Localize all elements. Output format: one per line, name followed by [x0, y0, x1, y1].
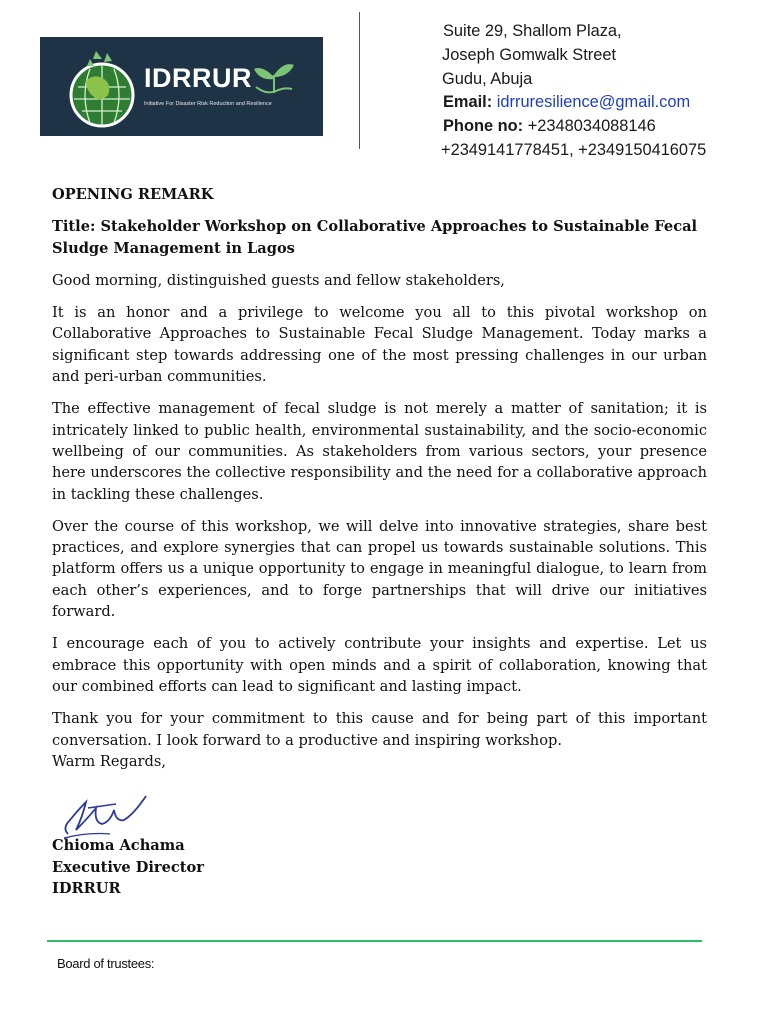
address-line-1: Suite 29, Shallom Plaza, [443, 22, 622, 40]
phone-label: Phone no: [443, 117, 524, 136]
email-link[interactable]: idrruresilience@gmail.com [496, 93, 691, 112]
email-label: Email: [443, 93, 493, 112]
globe-logo-icon [60, 45, 144, 129]
footer-divider [47, 940, 702, 942]
address-block [440, 20, 760, 163]
leaves-icon [252, 61, 296, 95]
paragraph: I encourage each of you to actively contribute your insights and expertise. Let us embrace this opportunity with open minds and a spirit of collaboration, knowing that our combined efforts can lead to significant and lasting impact. [52, 635, 707, 695]
signatory-org: IDRRUR [52, 880, 121, 897]
signoff-block [52, 835, 204, 900]
handwritten-signature [58, 788, 154, 842]
paragraph: Over the course of this workshop, we will delve into innovative strategies, share best practices, and explore synergies that can propel us towards sustainable solutions. This platform offers us a unique opportunity to engage in meaningful dialogue, to learn from each other’s experiences, and to forge partnerships that will drive our initiatives forward. [52, 517, 707, 621]
paragraph: The effective management of fecal sludge is not merely a matter of sanitation; it is intricately linked to public health, environmental sustainability, and the socio-economic wellbeing of our communities. As stakeholders from various sectors, your presence here underscores the collective responsibility and the need for a collaborative approach in tackling these challenges. [52, 400, 707, 503]
letter-body [52, 184, 707, 772]
closing: Warm Regards, [52, 752, 166, 770]
paragraph: It is an honor and a privilege to welcome you all to this pivotal workshop on Collaborative Approaches to Sustainable Fecal Sludge Management. Today marks a significant step towards addressing one of the most pressing challenges in our urban and peri-urban communities. [52, 304, 707, 386]
logo-tagline: Initiative For Disaster Risk Reduction and Resilience [144, 101, 272, 107]
signatory-role: Executive Director [52, 858, 204, 876]
paragraph: Thank you for your commitment to this cause and for being part of this important conversation. I look forward to a productive and inspiring workshop. [52, 710, 707, 749]
address-line-3: Gudu, Abuja [442, 69, 533, 88]
address-line-2: Joseph Gomwalk Street [442, 45, 616, 64]
header-divider [359, 12, 360, 149]
greeting: Good morning, distinguished guests and fellow stakeholders, [52, 271, 505, 289]
email-line [443, 91, 760, 115]
letter-heading: OPENING REMARK [52, 186, 214, 203]
footer-board-label: Board of trustees: [57, 956, 155, 971]
logo-name: IDRRUR [144, 63, 252, 93]
phone-number-1: +2348034088146 [527, 117, 656, 136]
signatory-name: Chioma Achama [52, 837, 185, 854]
phone-line-2: +2349141778451, +2349150416075 [441, 140, 707, 159]
letter-title: Title: Stakeholder Workshop on Collaborative Approaches to Sustainable Fecal Sludge Management in Lagos [52, 218, 698, 257]
phone-line [443, 115, 760, 139]
organization-logo [40, 37, 323, 136]
